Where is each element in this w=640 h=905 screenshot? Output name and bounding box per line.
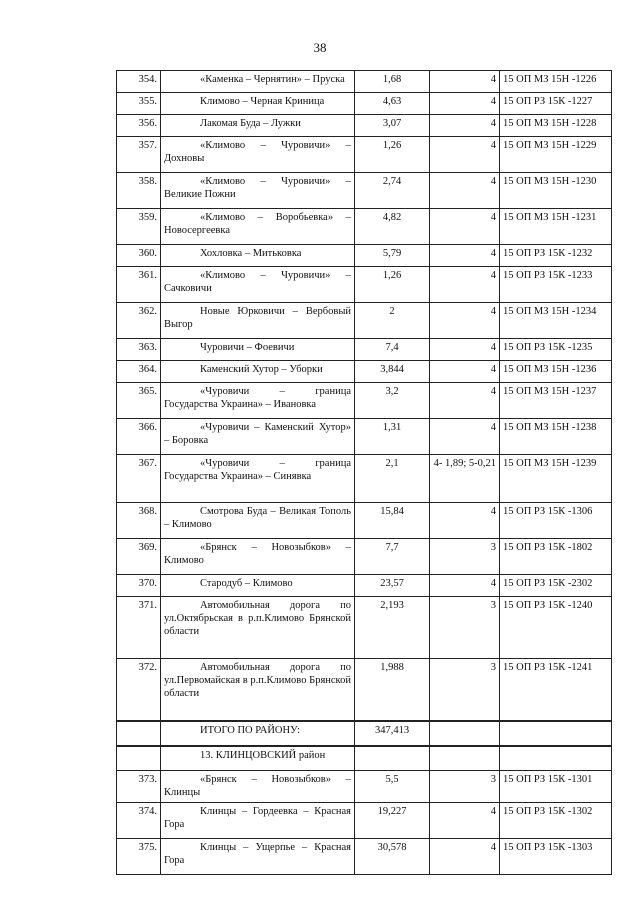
total-length: 347,413 xyxy=(355,721,430,746)
road-name: «Брянск – Новозыбков» – Клинцы xyxy=(161,771,355,803)
table-row xyxy=(117,803,612,839)
road-category: 4 xyxy=(430,115,500,137)
road-category: 4 xyxy=(430,419,500,455)
road-category: 4 xyxy=(430,209,500,245)
road-name: Новые Юрковичи – Вербовый Выгор xyxy=(161,303,355,339)
road-category: 3 xyxy=(430,659,500,722)
table-row xyxy=(117,771,612,803)
empty-cell xyxy=(355,746,430,771)
road-length: 3,2 xyxy=(355,383,430,419)
road-category: 4 xyxy=(430,137,500,173)
road-name: «Брянск – Новозыбков» – Климово xyxy=(161,539,355,575)
road-code: 15 ОП РЗ 15К -1301 xyxy=(500,771,612,803)
road-length: 7,7 xyxy=(355,539,430,575)
row-number: 368. xyxy=(117,503,161,539)
road-name: Климово – Черная Криница xyxy=(161,93,355,115)
road-name: «Климово – Чуровичи» – Великие Пожни xyxy=(161,173,355,209)
road-category: 4 xyxy=(430,361,500,383)
road-name: Стародуб – Климово xyxy=(161,575,355,597)
road-length: 7,4 xyxy=(355,339,430,361)
road-category: 4 xyxy=(430,71,500,93)
road-code: 15 ОП МЗ 15Н -1231 xyxy=(500,209,612,245)
road-category: 4 xyxy=(430,503,500,539)
table-row xyxy=(117,839,612,875)
total-row xyxy=(117,721,612,746)
road-name: «Климово – Чуровичи» – Дохновы xyxy=(161,137,355,173)
road-name: Лакомая Буда – Лужки xyxy=(161,115,355,137)
road-length: 1,31 xyxy=(355,419,430,455)
road-code: 15 ОП РЗ 15К -1235 xyxy=(500,339,612,361)
road-length: 19,227 xyxy=(355,803,430,839)
table-row xyxy=(117,575,612,597)
road-length: 2,193 xyxy=(355,597,430,659)
row-number: 370. xyxy=(117,575,161,597)
table-row xyxy=(117,339,612,361)
total-label: ИТОГО ПО РАЙОНУ: xyxy=(161,721,355,746)
table-row xyxy=(117,245,612,267)
road-code: 15 ОП МЗ 15Н -1237 xyxy=(500,383,612,419)
table-row xyxy=(117,209,612,245)
road-category: 4 xyxy=(430,303,500,339)
empty-cell xyxy=(117,721,161,746)
road-length: 1,988 xyxy=(355,659,430,722)
row-number: 366. xyxy=(117,419,161,455)
row-number: 357. xyxy=(117,137,161,173)
table-row xyxy=(117,597,612,659)
table-row xyxy=(117,267,612,303)
road-length: 1,26 xyxy=(355,267,430,303)
row-number: 358. xyxy=(117,173,161,209)
road-code: 15 ОП МЗ 15Н -1236 xyxy=(500,361,612,383)
road-length: 5,5 xyxy=(355,771,430,803)
road-code: 15 ОП РЗ 15К -1306 xyxy=(500,503,612,539)
road-code: 15 ОП РЗ 15К -1241 xyxy=(500,659,612,722)
road-category: 4 xyxy=(430,93,500,115)
table-row xyxy=(117,115,612,137)
table-row xyxy=(117,503,612,539)
road-length: 23,57 xyxy=(355,575,430,597)
road-name: Хохловка – Митьковка xyxy=(161,245,355,267)
road-name: Клинцы – Гордеевка – Красная Гора xyxy=(161,803,355,839)
road-length: 2,74 xyxy=(355,173,430,209)
road-name: Клинцы – Ущерпье – Красная Гора xyxy=(161,839,355,875)
road-code: 15 ОП МЗ 15Н -1239 xyxy=(500,455,612,503)
row-number: 359. xyxy=(117,209,161,245)
row-number: 362. xyxy=(117,303,161,339)
road-code: 15 ОП РЗ 15К -1233 xyxy=(500,267,612,303)
road-category: 4 xyxy=(430,575,500,597)
row-number: 371. xyxy=(117,597,161,659)
road-name: Автомобильная дорога по ул.Первомайская в р.п.Климово Брянской области xyxy=(161,659,355,722)
road-name: «Чуровичи – граница Государства Украина» – Ивановка xyxy=(161,383,355,419)
road-category: 4- 1,89; 5-0,21 xyxy=(430,455,500,503)
empty-cell xyxy=(500,746,612,771)
road-name: Каменский Хутор – Уборки xyxy=(161,361,355,383)
row-number: 373. xyxy=(117,771,161,803)
row-number: 356. xyxy=(117,115,161,137)
road-length: 1,68 xyxy=(355,71,430,93)
road-category: 4 xyxy=(430,803,500,839)
table-row xyxy=(117,93,612,115)
road-category: 3 xyxy=(430,771,500,803)
road-code: 15 ОП МЗ 15Н -1229 xyxy=(500,137,612,173)
road-code: 15 ОП МЗ 15Н -1238 xyxy=(500,419,612,455)
page-number: 38 xyxy=(313,40,327,55)
table-row xyxy=(117,659,612,722)
district-header: 13. КЛИНЦОВСКИЙ район xyxy=(161,746,355,771)
road-name: Смотрова Буда – Великая Тополь – Климово xyxy=(161,503,355,539)
row-number: 375. xyxy=(117,839,161,875)
road-name: «Чуровичи – граница Государства Украина» – Синявка xyxy=(161,455,355,503)
empty-cell xyxy=(430,721,500,746)
road-name: «Каменка – Чернятин» – Пруска xyxy=(161,71,355,93)
road-name: Чуровичи – Фоевичи xyxy=(161,339,355,361)
road-name: «Климово – Воробьевка» – Новосергеевка xyxy=(161,209,355,245)
road-category: 4 xyxy=(430,383,500,419)
road-length: 2,1 xyxy=(355,455,430,503)
road-code: 15 ОП МЗ 15Н -1230 xyxy=(500,173,612,209)
table-row xyxy=(117,361,612,383)
empty-cell xyxy=(500,721,612,746)
road-length: 3,844 xyxy=(355,361,430,383)
table-row xyxy=(117,303,612,339)
row-number: 355. xyxy=(117,93,161,115)
roads-table xyxy=(116,70,612,875)
road-name: «Климово – Чуровичи» – Сачковичи xyxy=(161,267,355,303)
road-length: 3,07 xyxy=(355,115,430,137)
road-code: 15 ОП РЗ 15К -1227 xyxy=(500,93,612,115)
road-length: 1,26 xyxy=(355,137,430,173)
table-row xyxy=(117,419,612,455)
road-length: 4,82 xyxy=(355,209,430,245)
road-length: 4,63 xyxy=(355,93,430,115)
road-name: «Чуровичи – Каменский Хутор» – Боровка xyxy=(161,419,355,455)
row-number: 365. xyxy=(117,383,161,419)
road-category: 4 xyxy=(430,839,500,875)
road-code: 15 ОП РЗ 15К -2302 xyxy=(500,575,612,597)
road-code: 15 ОП МЗ 15Н -1234 xyxy=(500,303,612,339)
road-length: 5,79 xyxy=(355,245,430,267)
road-length: 2 xyxy=(355,303,430,339)
road-length: 30,578 xyxy=(355,839,430,875)
road-code: 15 ОП РЗ 15К -1240 xyxy=(500,597,612,659)
table-row xyxy=(117,137,612,173)
table-row xyxy=(117,383,612,419)
empty-cell xyxy=(430,746,500,771)
road-category: 4 xyxy=(430,339,500,361)
row-number: 360. xyxy=(117,245,161,267)
road-code: 15 ОП РЗ 15К -1802 xyxy=(500,539,612,575)
empty-cell xyxy=(117,746,161,771)
row-number: 369. xyxy=(117,539,161,575)
road-code: 15 ОП РЗ 15К -1302 xyxy=(500,803,612,839)
row-number: 367. xyxy=(117,455,161,503)
road-length: 15,84 xyxy=(355,503,430,539)
row-number: 354. xyxy=(117,71,161,93)
road-category: 3 xyxy=(430,539,500,575)
row-number: 363. xyxy=(117,339,161,361)
row-number: 361. xyxy=(117,267,161,303)
table-row xyxy=(117,173,612,209)
road-code: 15 ОП РЗ 15К -1303 xyxy=(500,839,612,875)
table-row xyxy=(117,71,612,93)
road-code: 15 ОП МЗ 15Н -1226 xyxy=(500,71,612,93)
road-category: 4 xyxy=(430,245,500,267)
row-number: 372. xyxy=(117,659,161,722)
row-number: 364. xyxy=(117,361,161,383)
road-category: 4 xyxy=(430,173,500,209)
road-code: 15 ОП МЗ 15Н -1228 xyxy=(500,115,612,137)
road-category: 4 xyxy=(430,267,500,303)
table-row xyxy=(117,455,612,503)
row-number: 374. xyxy=(117,803,161,839)
district-header-row xyxy=(117,746,612,771)
road-code: 15 ОП РЗ 15К -1232 xyxy=(500,245,612,267)
road-name: Автомобильная дорога по ул.Октябрьская в р.п.Климово Брянской области xyxy=(161,597,355,659)
road-category: 3 xyxy=(430,597,500,659)
table-row xyxy=(117,539,612,575)
